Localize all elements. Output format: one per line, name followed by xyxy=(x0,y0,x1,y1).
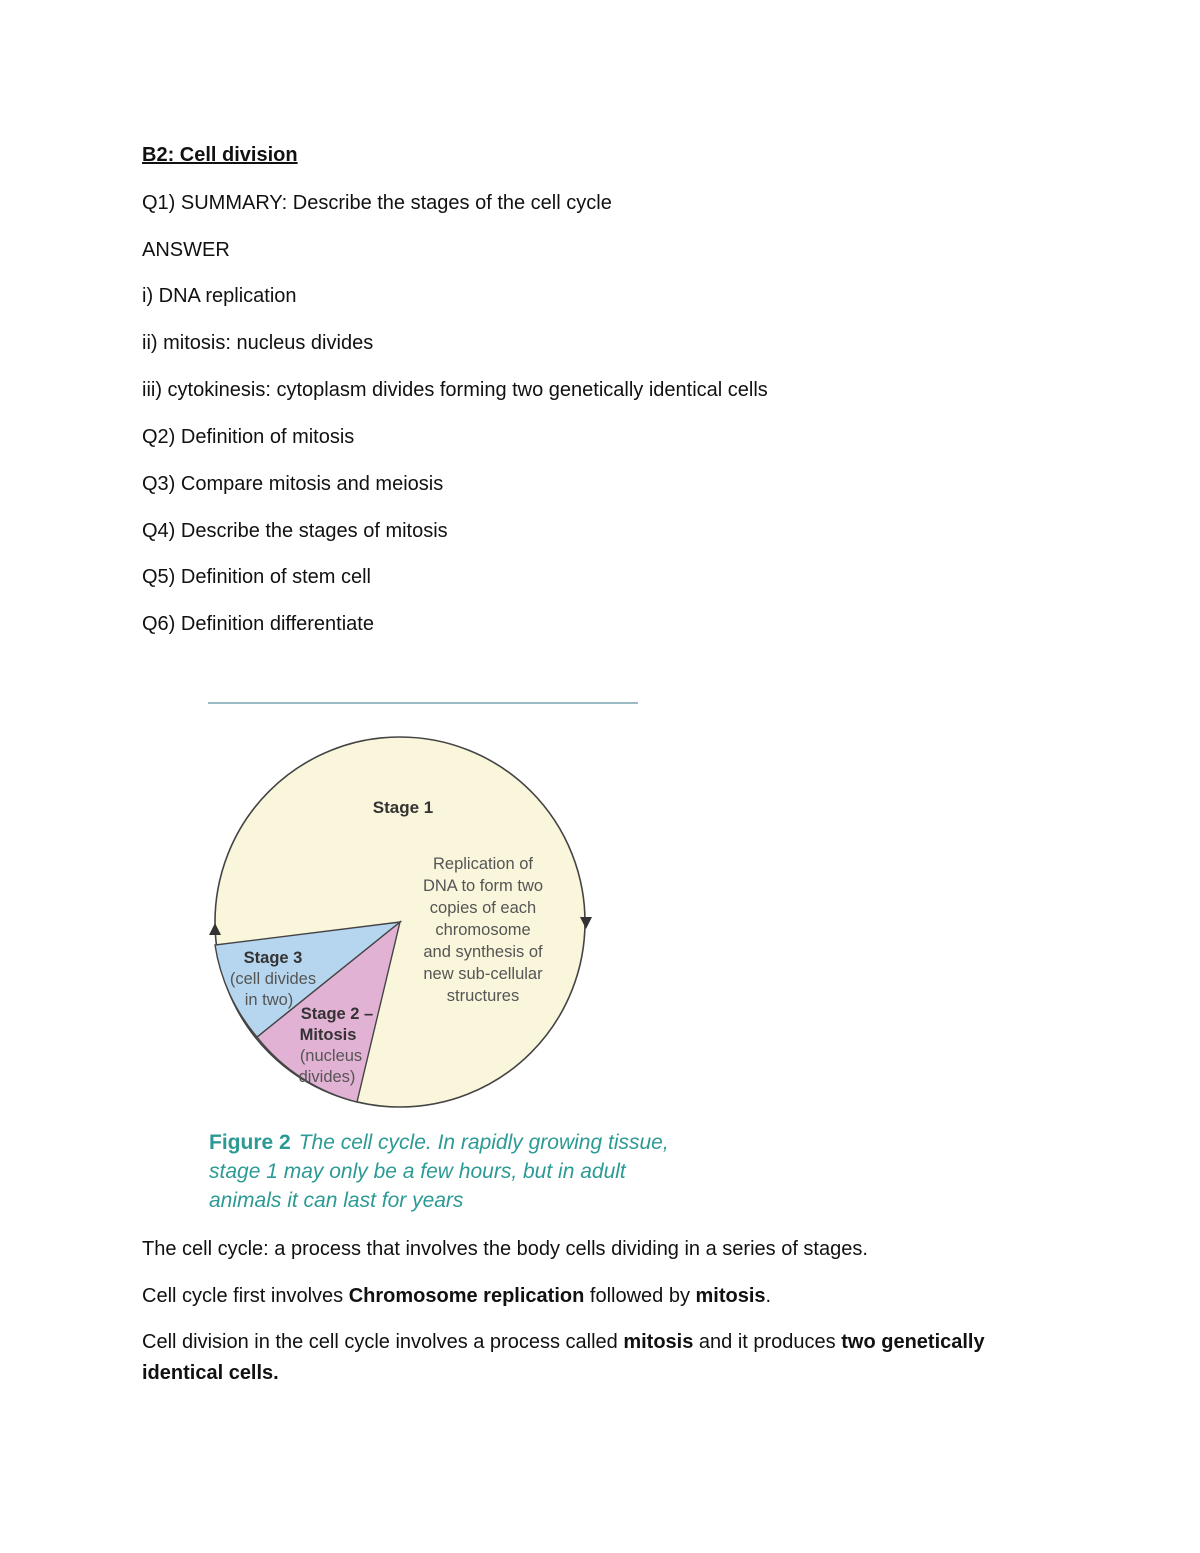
body-paragraph-2: Cell cycle first involves Chromosome replication followed by mitosis. xyxy=(142,1285,772,1307)
question-item: Q2) Definition of mitosis xyxy=(142,426,355,448)
answer-item: i) DNA replication xyxy=(142,285,297,307)
svg-text:Stage 2 –: Stage 2 – xyxy=(300,1005,374,1023)
question-1: Q1) SUMMARY: Describe the stages of the cell cycle xyxy=(142,192,612,214)
cell-cycle-figure xyxy=(205,695,669,1220)
svg-text:Replication of: Replication of xyxy=(433,855,533,873)
answer-label: ANSWER xyxy=(142,239,230,261)
figure-caption xyxy=(209,1128,669,1215)
body-paragraph-3: Cell division in the cell cycle involves a process called mitosis and it produces two genetically identical cells. xyxy=(142,1331,985,1384)
body-paragraph-1: The cell cycle: a process that involves the body cells dividing in a series of stages. xyxy=(142,1238,868,1260)
page-title: B2: Cell division xyxy=(142,144,298,166)
question-item: Q3) Compare mitosis and meiosis xyxy=(142,473,444,495)
svg-text:(nucleus: (nucleus xyxy=(299,1047,363,1065)
svg-text:DNA to form two: DNA to form two xyxy=(422,877,544,895)
svg-text:divides): divides) xyxy=(298,1068,356,1086)
question-item: Q5) Definition of stem cell xyxy=(142,566,371,588)
stage3-title: Stage 3 xyxy=(243,949,303,967)
stage1-title: Stage 1 xyxy=(372,798,434,817)
svg-text:new sub-cellular: new sub-cellular xyxy=(423,965,543,983)
svg-text:in two): in two) xyxy=(244,991,294,1009)
stage1-description xyxy=(423,855,543,1005)
svg-text:structures: structures xyxy=(446,987,520,1005)
answer-item: iii) cytokinesis: cytoplasm divides forming two genetically identical cells xyxy=(142,379,768,401)
question-item: Q6) Definition differentiate xyxy=(142,613,374,635)
figure-caption-label: Figure 2 xyxy=(209,1131,291,1154)
svg-text:and synthesis of: and synthesis of xyxy=(423,943,543,961)
svg-text:(cell divides: (cell divides xyxy=(229,970,317,988)
cell-cycle-diagram xyxy=(205,695,665,1125)
answer-item: ii) mitosis: nucleus divides xyxy=(142,332,374,354)
svg-text:Mitosis: Mitosis xyxy=(299,1026,357,1044)
svg-text:copies of each: copies of each xyxy=(429,899,537,917)
question-item: Q4) Describe the stages of mitosis xyxy=(142,520,448,542)
svg-text:chromosome: chromosome xyxy=(435,921,531,939)
figure-caption-text: The cell cycle. In rapidly growing tissue, stage 1 may only be a few hours, but in adult animals it can last for years xyxy=(209,1131,669,1212)
